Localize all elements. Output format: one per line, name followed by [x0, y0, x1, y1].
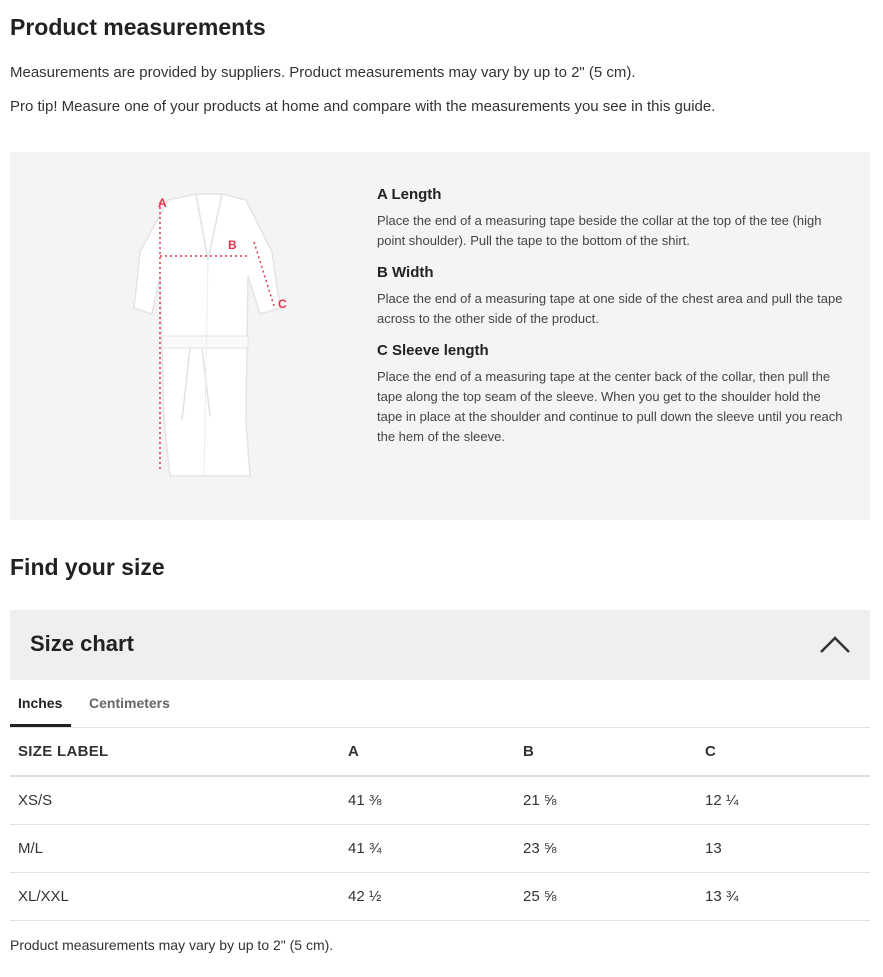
definition-title: A Length [377, 186, 442, 203]
table-header-row [10, 728, 870, 776]
size-chart-toggle[interactable] [10, 610, 870, 680]
definition-width [377, 264, 847, 329]
c-cell: 12 ¼ [705, 776, 870, 824]
definition-title: C Sleeve length [377, 342, 489, 359]
definition-text: Place the end of a measuring tape beside the collar at the top of the tee (high point shoulder). Pull the tape to the bottom of the shirt. [377, 213, 822, 248]
table-row [10, 776, 870, 824]
measurement-definitions [377, 186, 847, 460]
chevron-up-icon[interactable] [818, 632, 852, 656]
b-cell: 23 ⅝ [523, 824, 705, 872]
robe-diagram [130, 190, 290, 480]
a-cell: 42 ½ [348, 872, 523, 920]
size-label-cell: XL/XXL [10, 872, 348, 920]
find-your-size-heading: Find your size [10, 554, 165, 580]
supplier-note: Measurements are provided by suppliers. Product measurements may vary by up to 2" (5 cm). [10, 64, 636, 81]
marker-b: B [228, 238, 237, 252]
definition-length [377, 186, 847, 251]
a-cell: 41 ¾ [348, 824, 523, 872]
a-cell: 41 ⅜ [348, 776, 523, 824]
definition-text: Place the end of a measuring tape at one side of the chest area and pull the tape across to the other side of the product. [377, 291, 843, 326]
size-chart-title: Size chart [30, 631, 134, 656]
column-header-c: C [705, 728, 870, 776]
table-row [10, 824, 870, 872]
column-header-a: A [348, 728, 523, 776]
marker-a: A [158, 196, 167, 210]
active-tab-indicator [10, 724, 71, 727]
column-header-size-label: SIZE LABEL [10, 728, 348, 776]
unit-tabs [10, 680, 870, 728]
table-footnote: Product measurements may vary by up to 2" (5 cm). [10, 937, 334, 953]
pro-tip: Pro tip! Measure one of your products at home and compare with the measurements you see in this guide. [10, 98, 716, 115]
c-cell: 13 [705, 824, 870, 872]
definition-title: B Width [377, 264, 434, 281]
definition-text: Place the end of a measuring tape at the center back of the collar, then pull the tape along the top seam of the sleeve. When you get to the shoulder hold the tape in place at the shoulder and continue to pull down the sleeve until you reach the hem of the sleeve. [377, 369, 843, 444]
column-header-b: B [523, 728, 705, 776]
marker-c: C [278, 297, 287, 311]
robe-belt [162, 336, 248, 348]
definition-sleeve [377, 342, 847, 447]
tab-inches[interactable]: Inches [18, 695, 63, 711]
b-cell: 25 ⅝ [523, 872, 705, 920]
table-row [10, 872, 870, 920]
size-label-cell: M/L [10, 824, 348, 872]
b-cell: 21 ⅝ [523, 776, 705, 824]
measurement-guide-panel [10, 152, 870, 520]
size-label-cell: XS/S [10, 776, 348, 824]
size-table [10, 728, 870, 921]
page-title: Product measurements [10, 14, 266, 40]
tab-centimeters[interactable]: Centimeters [89, 695, 170, 711]
c-cell: 13 ¾ [705, 872, 870, 920]
